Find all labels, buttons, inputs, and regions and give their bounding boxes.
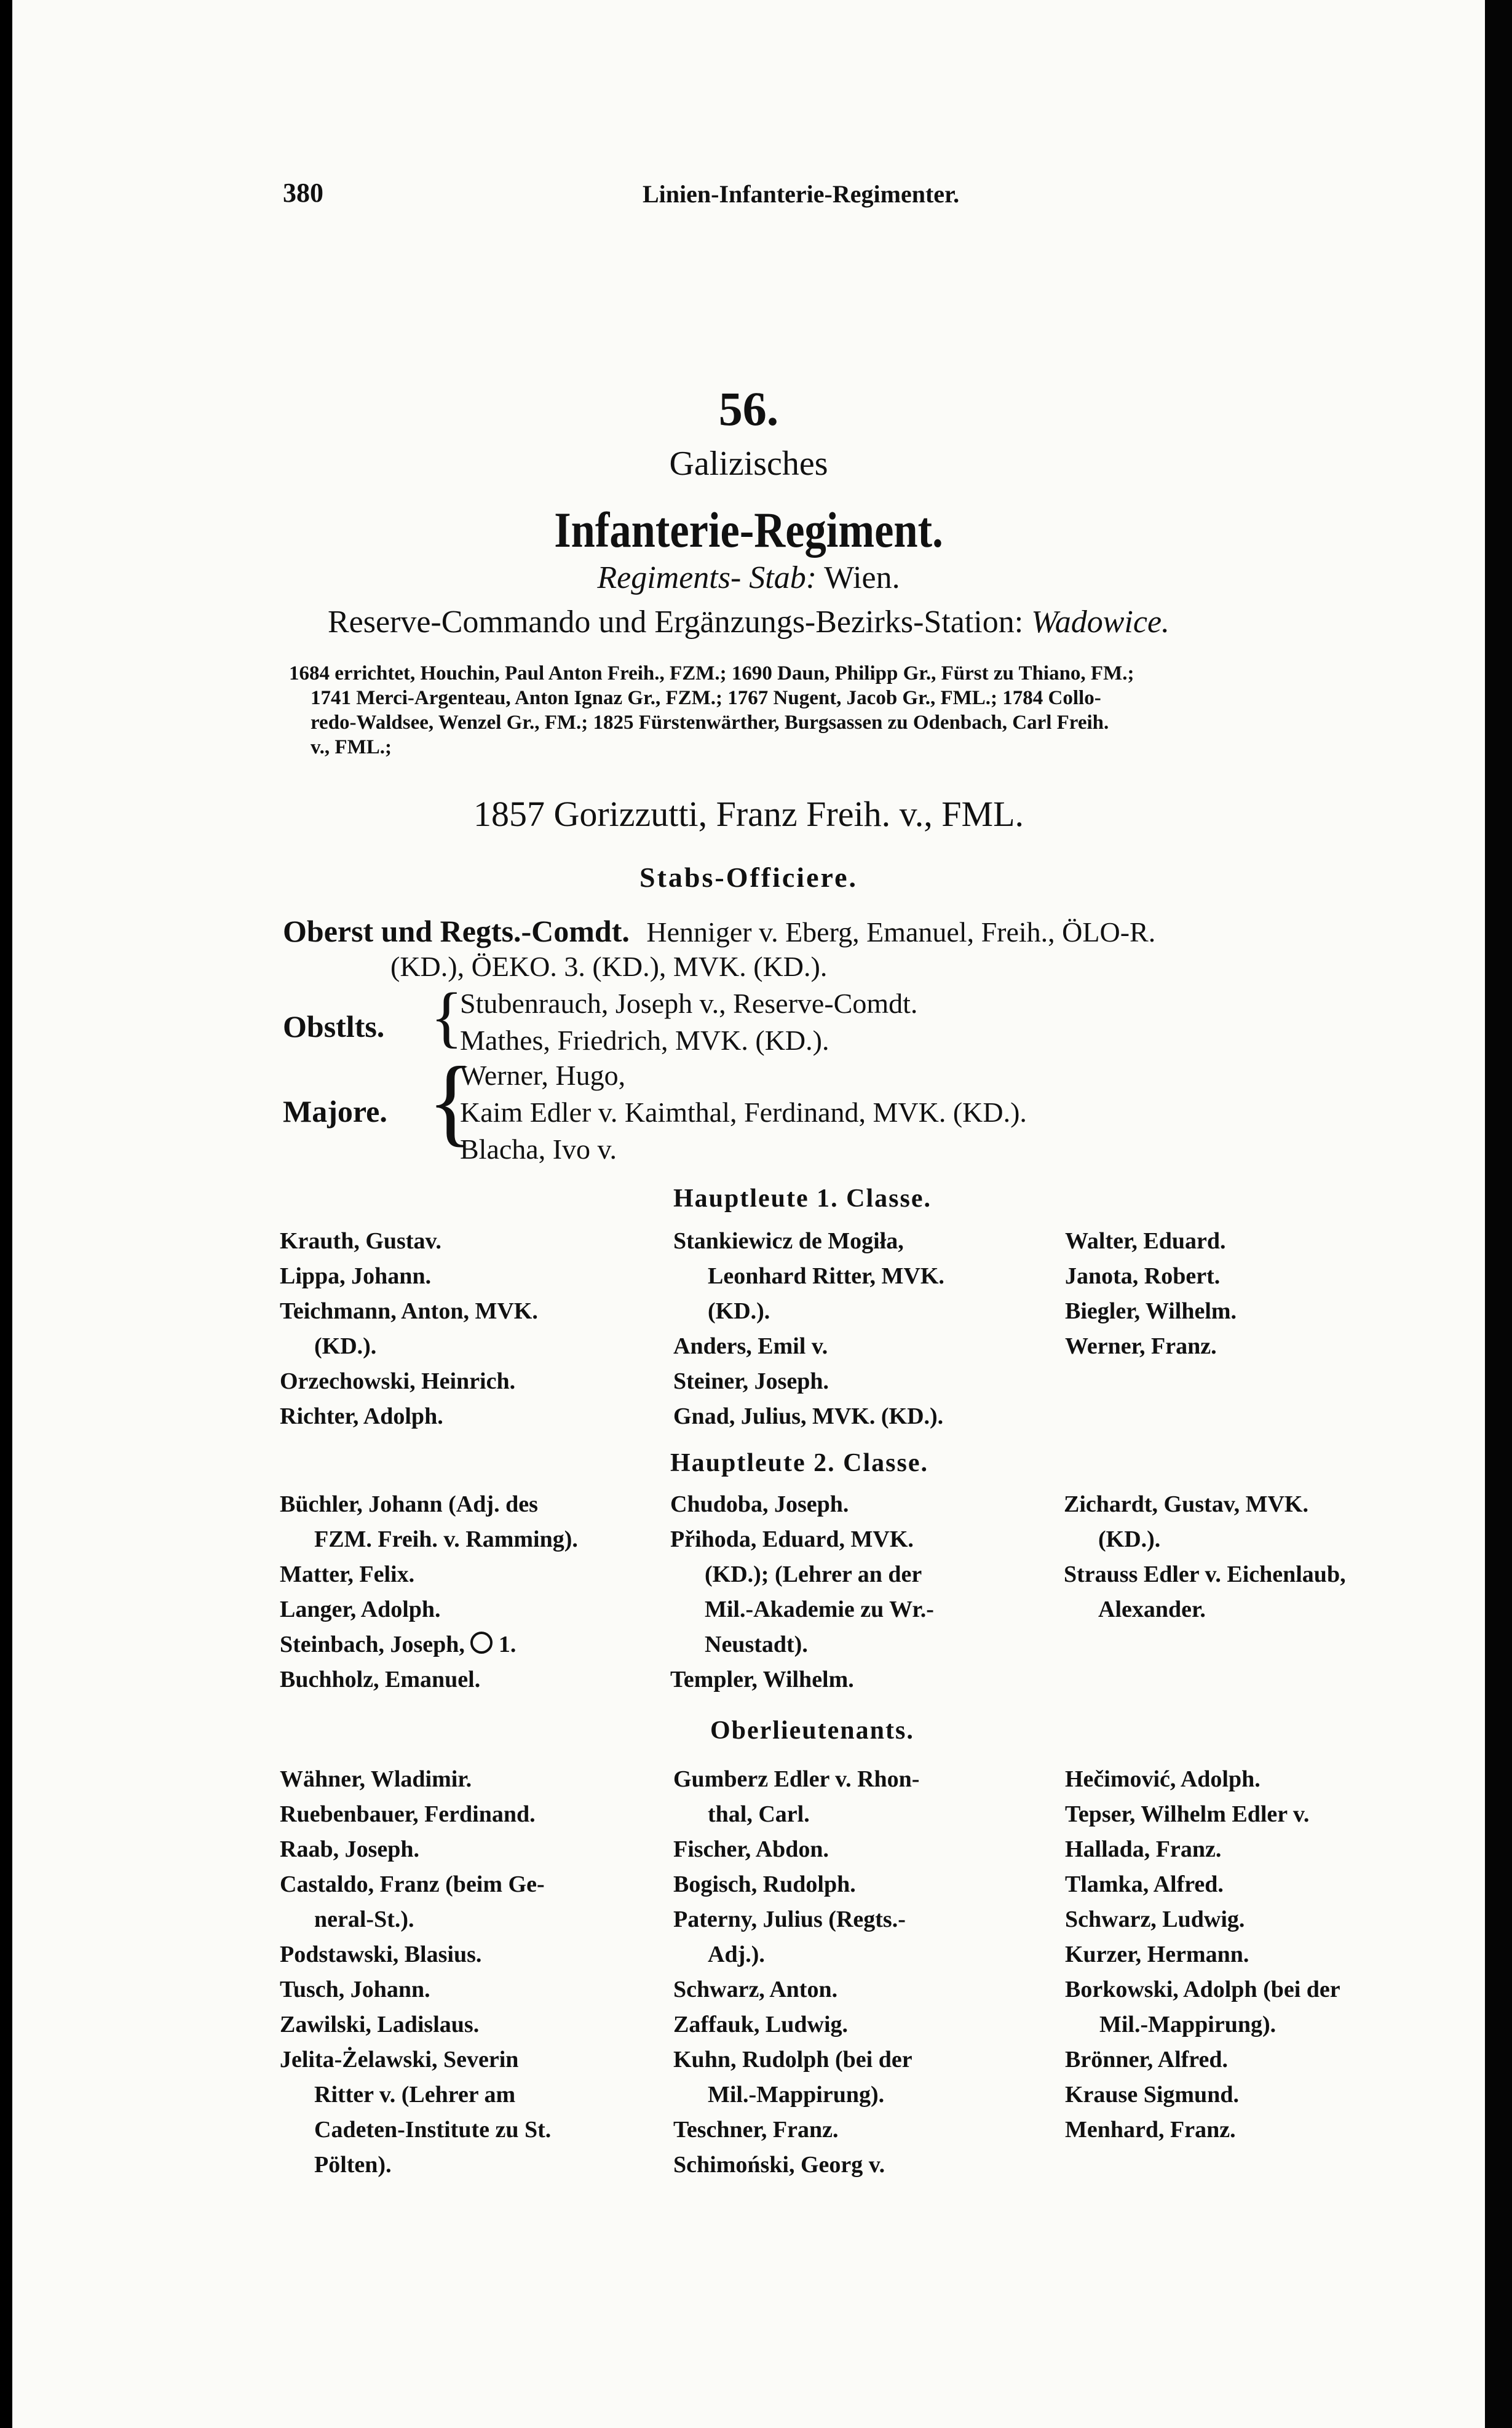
list-item: Brönner, Alfred. [1065, 2047, 1228, 2073]
list-item: Jelita-Żelawski, Severin [280, 2047, 519, 2073]
list-item: Biegler, Wilhelm. [1065, 1298, 1237, 1324]
list-item: Zawilski, Ladislaus. [280, 2012, 480, 2037]
list-item: Tusch, Johann. [280, 1977, 430, 2002]
list-item: Kurzer, Hermann. [1065, 1942, 1249, 1967]
list-item: Orzechowski, Heinrich. [280, 1368, 516, 1394]
major-2: Kaim Edler v. Kaimthal, Ferdinand, MVK. (KD.). [460, 1097, 1027, 1128]
founder-line: 1857 Gorizzutti, Franz Freih. v., FML. [473, 794, 1024, 834]
list-item: Lippa, Johann. [280, 1263, 432, 1289]
oberlieutenants-col3 [1065, 1762, 1340, 2148]
page-edge-shadow [1485, 0, 1512, 2428]
history-line-1: 1684 errichtet, Houchin, Paul Anton Freih., FZM.; 1690 Daun, Philipp Gr., Fürst zu Thiano, FM.; [289, 662, 1134, 684]
list-item: neral-St.). [314, 1906, 414, 1932]
reserve-label: Reserve-Commando und Ergänzungs-Bezirks-Station: [327, 605, 1024, 640]
list-item: Walter, Eduard. [1065, 1228, 1226, 1254]
list-item: Fischer, Abdon. [673, 1836, 829, 1862]
list-item-text: Steinbach, Joseph, [280, 1632, 465, 1657]
list-item: Zichardt, Gustav, MVK. [1064, 1491, 1308, 1517]
history-line-3: redo-Waldsee, Wenzel Gr., FM.; 1825 Fürstenwärther, Burgsassen zu Odenbach, Carl Freih. [311, 712, 1109, 734]
list-item: Mil.-Akademie zu Wr.- [705, 1597, 934, 1622]
list-item: Gnad, Julius, MVK. (KD.). [673, 1403, 944, 1429]
list-item: Gumberz Edler v. Rhon- [673, 1766, 920, 1792]
list-item: Mil.-Mappirung). [1099, 2012, 1276, 2037]
hauptleute1-heading: Hauptleute 1. Classe. [673, 1184, 932, 1213]
major-3: Blacha, Ivo v. [460, 1133, 617, 1165]
list-item: Schimoński, Georg v. [673, 2152, 885, 2178]
oberlieutenants-col2 [673, 1762, 919, 2183]
oberlieutenants-heading: Oberlieutenants. [710, 1716, 914, 1745]
list-item: Leonhard Ritter, MVK. [708, 1263, 944, 1289]
list-item: Hallada, Franz. [1065, 1836, 1222, 1862]
hauptleute2-col1 [280, 1487, 578, 1697]
hauptleute1-col1 [280, 1224, 538, 1434]
list-item: Castaldo, Franz (beim Ge- [280, 1871, 545, 1897]
list-item: Tlamka, Alfred. [1065, 1871, 1224, 1897]
list-item: Templer, Wilhelm. [670, 1667, 854, 1692]
regiment-number: 56. [718, 382, 779, 435]
running-title: Linien-Infanterie-Regimenter. [643, 180, 960, 208]
reserve-station [12, 604, 1485, 640]
history-line-2: 1741 Merci-Argenteau, Anton Ignaz Gr., FZM.; 1767 Nugent, Jacob Gr., FML.; 1784 Collo- [311, 687, 1101, 709]
list-item [280, 1627, 578, 1662]
list-item: Pölten). [314, 2152, 392, 2178]
major-1: Werner, Hugo, [460, 1060, 626, 1091]
list-item: Hečimović, Adolph. [1065, 1766, 1261, 1792]
list-item: Schwarz, Anton. [673, 1977, 838, 2002]
list-item: Mil.-Mappirung). [708, 2082, 885, 2108]
list-item: Strauss Edler v. Eichenlaub, [1064, 1561, 1346, 1587]
list-item: Adj.). [708, 1942, 765, 1967]
regiment-subtitle: Galizisches [669, 445, 828, 483]
list-item: Janota, Robert. [1065, 1263, 1221, 1289]
regiments-stab [12, 560, 1485, 596]
hauptleute2-col2 [670, 1487, 934, 1697]
order-class: 1. [498, 1632, 517, 1657]
hauptleute1-col3 [1065, 1224, 1237, 1364]
list-item: thal, Carl. [708, 1801, 810, 1827]
list-item: Wähner, Wladimir. [280, 1766, 472, 1792]
list-item: Borkowski, Adolph (bei der [1065, 1977, 1340, 2002]
list-item: Raab, Joseph. [280, 1836, 419, 1862]
list-item: Krauth, Gustav. [280, 1228, 441, 1254]
list-item: FZM. Freih. v. Ramming). [314, 1526, 578, 1552]
obstlts-label: Obstlts. [283, 1009, 385, 1044]
page-number: 380 [283, 178, 323, 208]
majore-label: Majore. [283, 1094, 387, 1129]
list-item: Alexander. [1098, 1597, 1206, 1622]
reserve-value: Wadowice. [1031, 605, 1170, 640]
list-item: Neustadt). [705, 1632, 808, 1657]
oberlieutenants-col1 [280, 1762, 551, 2183]
list-item: Teschner, Franz. [673, 2117, 839, 2143]
hauptleute2-heading: Hauptleute 2. Classe. [670, 1449, 928, 1477]
obstlt-2: Mathes, Friedrich, MVK. (KD.). [460, 1025, 829, 1056]
list-item: Chudoba, Joseph. [670, 1491, 849, 1517]
obstlt-1: Stubenrauch, Joseph v., Reserve-Comdt. [460, 988, 918, 1019]
list-item: Podstawski, Blasius. [280, 1942, 482, 1967]
list-item: Teichmann, Anton, MVK. [280, 1298, 538, 1324]
list-item: (KD.). [1098, 1526, 1161, 1552]
oberst-label: Oberst und Regts.-Comdt. [283, 914, 630, 948]
regiment-title: Infanterie-Regiment. [554, 502, 943, 558]
list-item: (KD.). [708, 1298, 770, 1324]
list-item: Krause Sigmund. [1065, 2082, 1239, 2108]
list-item: (KD.); (Lehrer an der [705, 1561, 922, 1587]
stab-label: Regiments- Stab: [597, 560, 817, 595]
list-item: Richter, Adolph. [280, 1403, 443, 1429]
list-item: (KD.). [314, 1333, 377, 1359]
list-item: Anders, Emil v. [673, 1333, 828, 1359]
order-circle-icon [470, 1632, 493, 1654]
list-item: Kuhn, Rudolph (bei der [673, 2047, 912, 2073]
list-item: Tepser, Wilhelm Edler v. [1065, 1801, 1310, 1827]
list-item: Cadeten-Institute zu St. [314, 2117, 552, 2143]
oberst-decorations: (KD.), ÖEKO. 3. (KD.), MVK. (KD.). [390, 951, 828, 982]
list-item: Stankiewicz de Mogiła, [673, 1228, 904, 1254]
oberst-name: Henniger v. Eberg, Emanuel, Freih., ÖLO-R. [646, 916, 1156, 948]
oberst-line [283, 913, 1155, 949]
majore-brace: { [427, 1046, 475, 1156]
list-item: Zaffauk, Ludwig. [673, 2012, 849, 2037]
stabs-officiere-heading: Stabs-Officiere. [639, 862, 858, 893]
obstlts-brace: { [430, 979, 463, 1054]
list-item: Schwarz, Ludwig. [1065, 1906, 1245, 1932]
list-item: Paterny, Julius (Regts.- [673, 1906, 906, 1932]
list-item: Büchler, Johann (Adj. des [280, 1491, 538, 1517]
history-line-4: v., FML.; [311, 736, 392, 758]
list-item: Buchholz, Emanuel. [280, 1667, 481, 1692]
list-item: Ruebenbauer, Ferdinand. [280, 1801, 536, 1827]
list-item: Werner, Franz. [1065, 1333, 1217, 1359]
list-item: Steiner, Joseph. [673, 1368, 829, 1394]
list-item: Matter, Felix. [280, 1561, 415, 1587]
hauptleute2-col3 [1064, 1487, 1346, 1627]
list-item: Bogisch, Rudolph. [673, 1871, 856, 1897]
stab-value: Wien. [824, 560, 900, 595]
list-item: Ritter v. (Lehrer am [314, 2082, 516, 2108]
list-item: Menhard, Franz. [1065, 2117, 1236, 2143]
list-item: Přihoda, Eduard, MVK. [670, 1526, 914, 1552]
hauptleute1-col2 [673, 1224, 944, 1434]
list-item: Langer, Adolph. [280, 1597, 441, 1622]
